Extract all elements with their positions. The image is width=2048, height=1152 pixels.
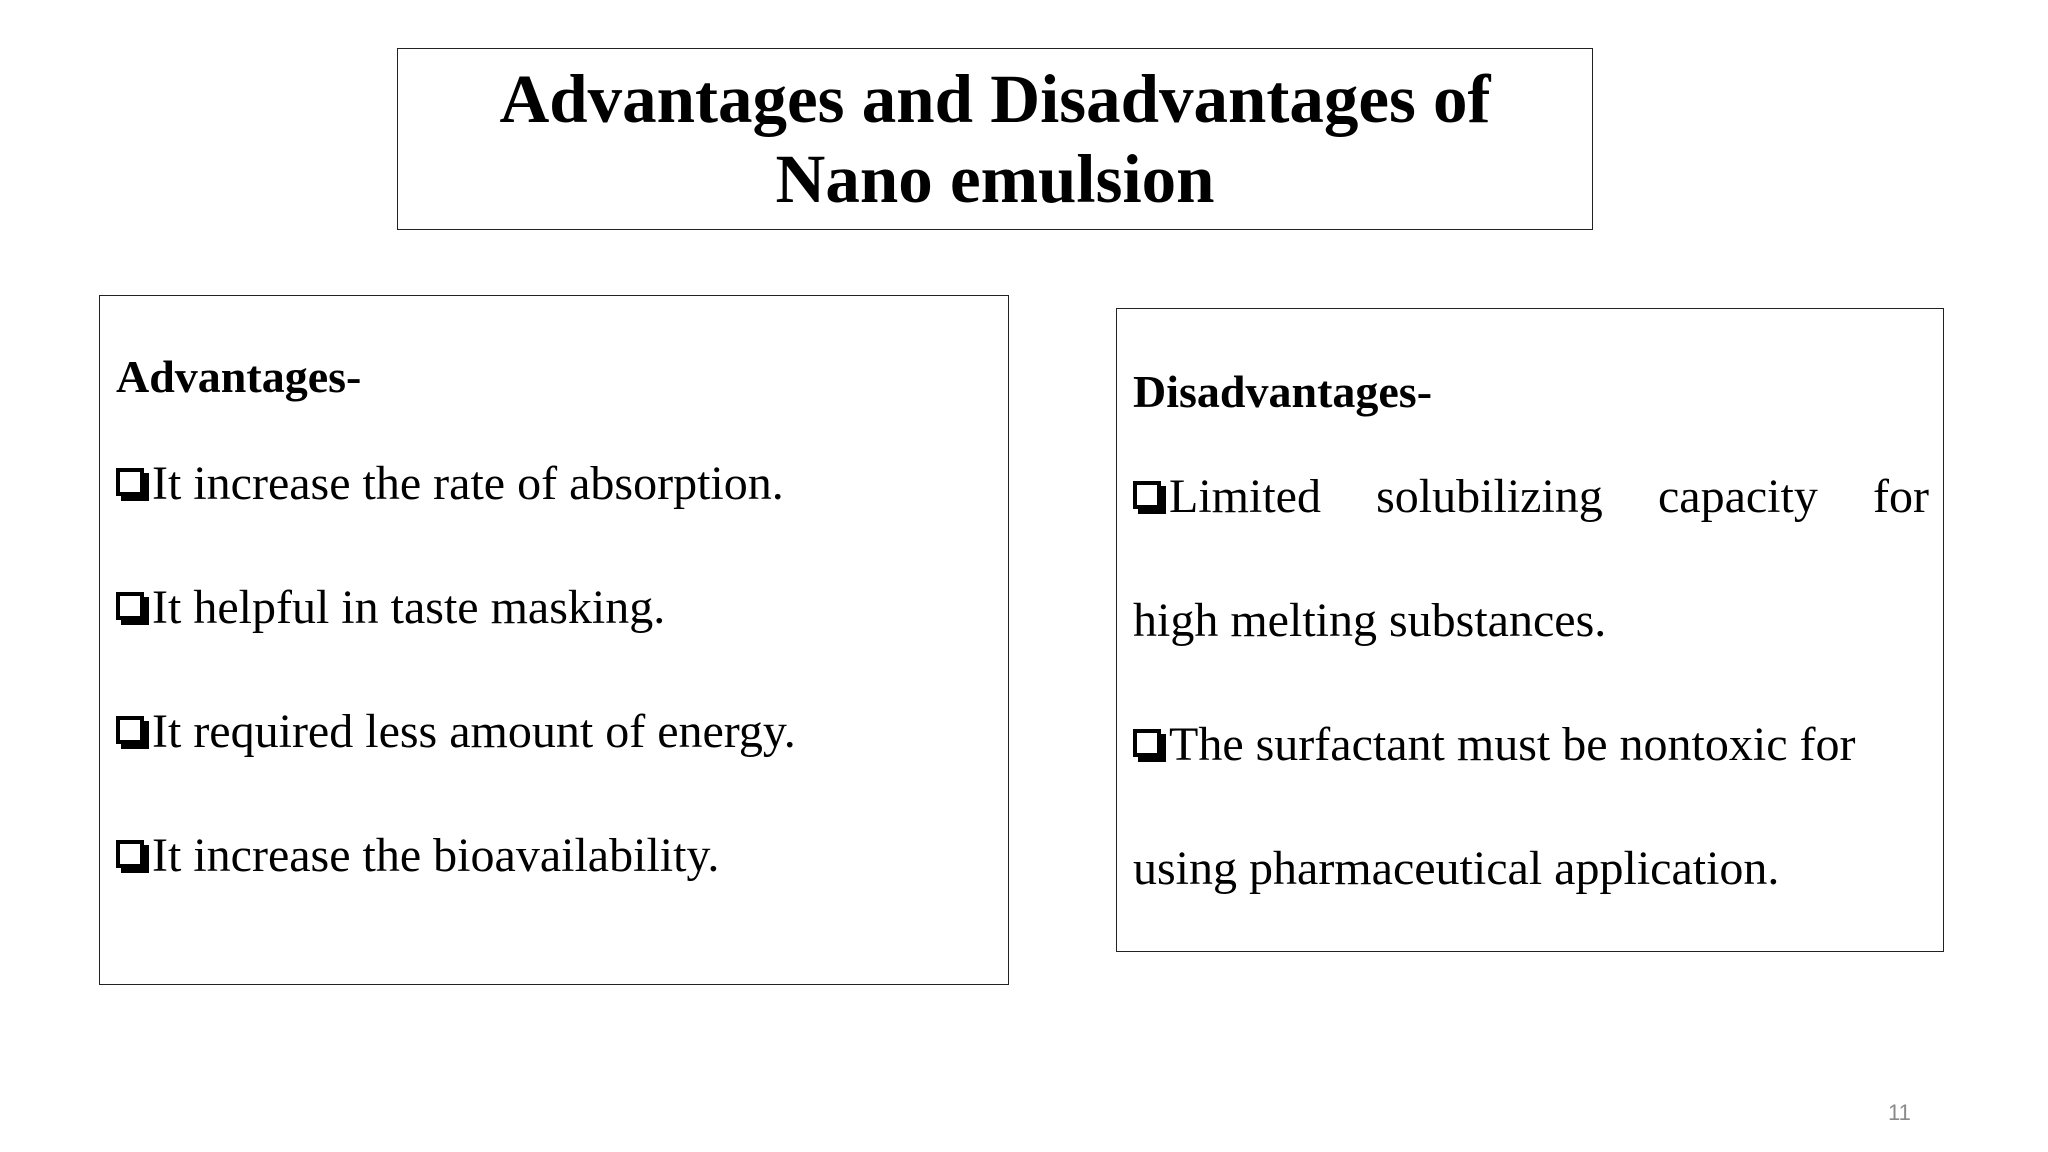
disadvantage-word: solubilizing: [1376, 470, 1603, 523]
advantages-panel: [99, 295, 1009, 985]
advantage-item: [116, 456, 784, 511]
hollow-square-bullet-icon: [116, 716, 144, 744]
advantage-item-text: It increase the bioavailability.: [152, 829, 720, 882]
disadvantage-word: capacity: [1657, 470, 1818, 523]
disadvantage-word: Limited: [1169, 470, 1321, 523]
page-number: 11: [1888, 1100, 1911, 1125]
disadvantage-item-text: The surfactant must be nontoxic for: [1169, 718, 1856, 771]
slide-title-line-1: Advantages and Disadvantages of: [499, 61, 1491, 137]
hollow-square-bullet-icon: [116, 468, 144, 496]
title-box: [397, 48, 1593, 230]
hollow-square-bullet-icon: [116, 840, 144, 868]
disadvantage-word: for: [1873, 470, 1929, 523]
disadvantage-item-1-line-1: [1133, 469, 1929, 524]
disadvantages-panel: [1116, 308, 1944, 952]
slide-title-line-2: Nano emulsion: [775, 141, 1215, 217]
advantage-item: [116, 704, 796, 759]
advantage-item-text: It increase the rate of absorption.: [152, 457, 784, 510]
advantages-heading: Advantages-: [116, 351, 362, 402]
hollow-square-bullet-icon: [1133, 481, 1161, 509]
advantage-item: [116, 828, 719, 883]
advantage-item: [116, 580, 665, 635]
advantage-item-text: It required less amount of energy.: [152, 705, 796, 758]
hollow-square-bullet-icon: [116, 592, 144, 620]
disadvantage-item-2-line-1: [1133, 717, 1929, 772]
hollow-square-bullet-icon: [1133, 729, 1161, 757]
disadvantage-item-2-line-2: using pharmaceutical application.: [1133, 842, 1780, 895]
advantage-item-text: It helpful in taste masking.: [152, 581, 666, 634]
disadvantages-heading: Disadvantages-: [1133, 366, 1433, 417]
disadvantage-item-1-line-2: high melting substances.: [1133, 594, 1607, 647]
